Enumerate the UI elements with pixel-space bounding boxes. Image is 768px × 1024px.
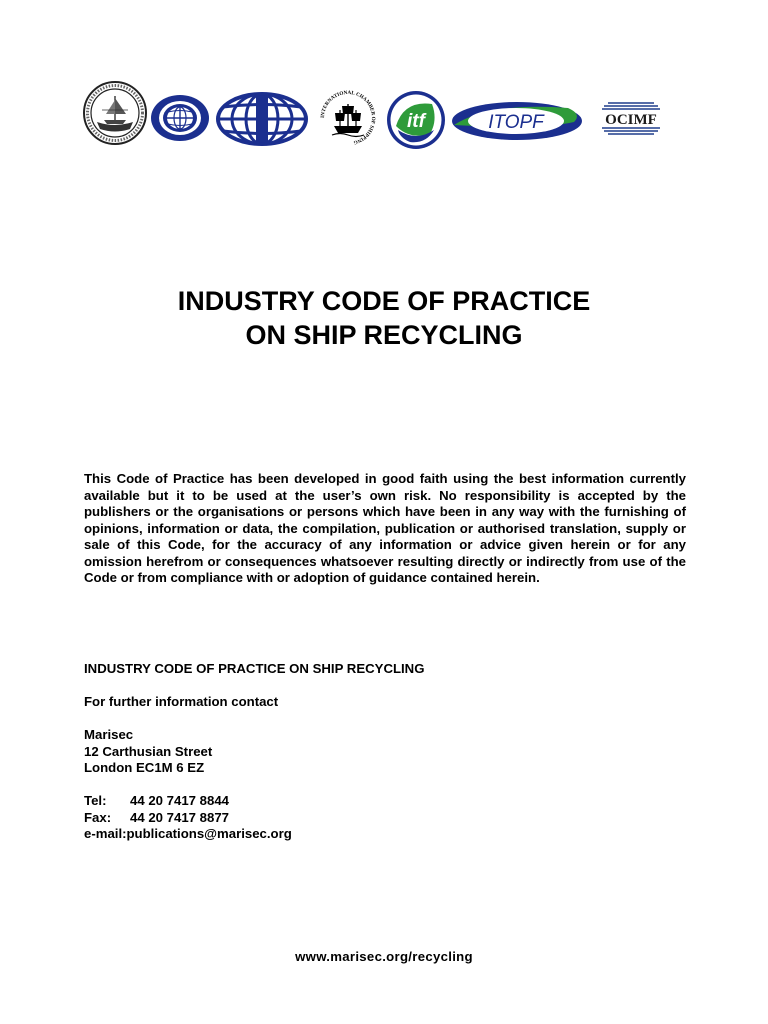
seal-icon <box>82 80 148 146</box>
address-line-1: 12 Carthusian Street <box>84 743 213 759</box>
footer-url: www.marisec.org/recycling <box>295 949 473 964</box>
itopf-icon <box>450 100 584 142</box>
fax-label: Fax: <box>84 809 112 825</box>
info-heading: INDUSTRY CODE OF PRACTICE ON SHIP RECYCLING <box>84 661 425 676</box>
fax-row <box>84 810 424 827</box>
address-line-2: London EC1M 6 EZ <box>84 760 205 775</box>
page-title-line-2: ON SHIP RECYCLING <box>245 320 523 350</box>
itf-icon <box>386 90 446 150</box>
contact-block <box>84 661 424 843</box>
org-name: Marisec <box>84 727 134 742</box>
logo-strip <box>0 80 768 160</box>
itf-text: itf <box>407 111 425 132</box>
ship-crest-ring-text: INTERNATIONAL CHAMBER OF SHIPPING <box>319 89 377 146</box>
ship-crest-icon <box>316 86 380 150</box>
world-grid-icon <box>216 92 308 146</box>
fax-value: 44 20 7417 8877 <box>130 809 230 825</box>
page-title <box>0 284 768 352</box>
tel-label: Tel: <box>84 793 107 808</box>
tel-row <box>84 793 424 810</box>
further-info-text: For further information contact <box>84 694 279 709</box>
ocimf-text: OCIMF <box>605 112 657 128</box>
itopf-text: ITOPF <box>488 112 544 133</box>
tel-value: 44 20 7417 8844 <box>130 793 230 808</box>
email-line: e-mail:publications@marisec.org <box>84 826 292 841</box>
globe-emblem-icon <box>150 94 210 142</box>
page-title-line-1: INDUSTRY CODE OF PRACTICE <box>177 286 591 316</box>
disclaimer-paragraph: This Code of Practice has been developed in good faith using the best information currently available but it to be used at the user’s own risk. No responsibility is accepted by the publishers or the organisations or persons which have been in any way with the furnishing of opinions, information or data, the compilation, publication or authorised translation, supply or sale of this Code, for the accuracy of any information or advice given herein or for any omission herefrom or consequences whatsoever resulting directly or indirectly from use of the Code or from compliance with or adoption of guidance contained herein. <box>84 471 686 585</box>
ocimf-icon <box>598 100 664 140</box>
